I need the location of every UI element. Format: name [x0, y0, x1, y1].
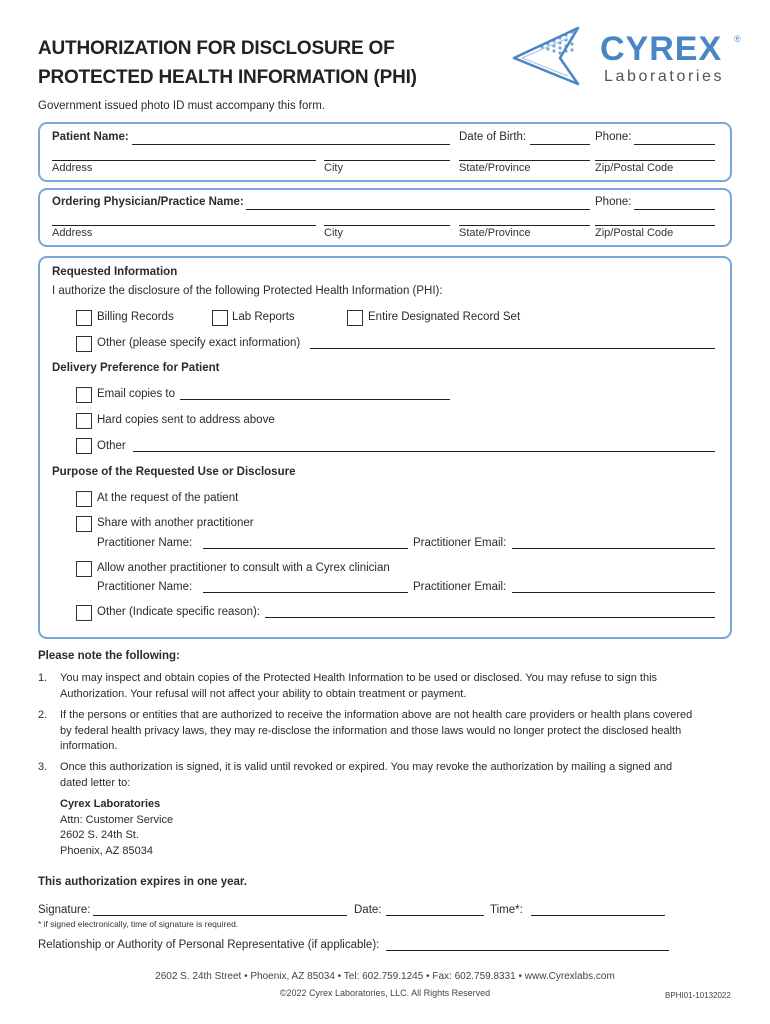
- mailing-address: [60, 797, 173, 859]
- expiry-notice: This authorization expires in one year.: [38, 876, 247, 888]
- email-copies-checkbox[interactable]: [76, 387, 92, 403]
- patient-zip-caption: Zip/Postal Code: [595, 162, 674, 174]
- email-copies-field[interactable]: [180, 399, 450, 400]
- patient-city-caption: City: [324, 162, 343, 174]
- purpose-other-field[interactable]: [265, 617, 715, 618]
- purpose-other-label: Other (Indicate specific reason):: [97, 606, 260, 618]
- title-line-1: AUTHORIZATION FOR DISCLOSURE OF: [38, 38, 395, 59]
- physician-phone-field[interactable]: [634, 209, 715, 210]
- note-2-number: 2.: [38, 709, 48, 721]
- title-line-2: PROTECTED HEALTH INFORMATION (PHI): [38, 67, 417, 88]
- patient-address-caption: Address: [52, 162, 93, 174]
- note-1-number: 1.: [38, 672, 48, 684]
- cyrex-logo: [508, 22, 748, 92]
- time-footnote: * if signed electronically, time of signature is required.: [38, 919, 239, 929]
- patient-request-checkbox[interactable]: [76, 491, 92, 507]
- requested-info-heading: Requested Information: [52, 266, 178, 278]
- dob-field[interactable]: [530, 144, 590, 145]
- note-3-number: 3.: [38, 761, 48, 773]
- form-title: [38, 34, 417, 92]
- dob-label: Date of Birth:: [459, 131, 527, 143]
- note-3-line-2: dated letter to:: [60, 776, 131, 789]
- share-practitioner-email-label: Practitioner Email:: [413, 537, 507, 549]
- billing-records-checkbox[interactable]: [76, 310, 92, 326]
- patient-city-field[interactable]: [324, 160, 450, 161]
- mailing-address-name: Cyrex Laboratories: [60, 798, 161, 810]
- authorization-intro: I authorize the disclosure of the following Protected Health Information (PHI):: [52, 285, 443, 297]
- patient-state-field[interactable]: [459, 160, 590, 161]
- consult-practitioner-email-field[interactable]: [512, 592, 715, 593]
- hard-copies-checkbox[interactable]: [76, 413, 92, 429]
- patient-zip-field[interactable]: [595, 160, 715, 161]
- date-label: Date:: [354, 904, 382, 916]
- patient-request-label: At the request of the patient: [97, 492, 239, 504]
- share-practitioner-email-field[interactable]: [512, 548, 715, 549]
- note-2: [60, 708, 692, 755]
- physician-phone-label: Phone:: [595, 196, 632, 208]
- purpose-other-checkbox[interactable]: [76, 605, 92, 621]
- physician-name-field[interactable]: [246, 209, 590, 210]
- note-2-line-3: information.: [60, 740, 118, 752]
- consult-practitioner-name-label: Practitioner Name:: [97, 581, 193, 593]
- date-field[interactable]: [386, 915, 484, 916]
- relationship-field[interactable]: [386, 950, 669, 951]
- mailing-address-street: 2602 S. 24th St.: [60, 829, 139, 841]
- physician-name-label: Ordering Physician/Practice Name:: [52, 196, 244, 208]
- note-2-line-1: If the persons or entities that are authorized to receive the information above are not health care providers or health plans covered: [60, 709, 693, 721]
- share-practitioner-name-field[interactable]: [203, 548, 408, 549]
- note-2-line-2: by federal health privacy laws, they may re-disclose the information and those laws would no longer protect the disclosed health: [60, 724, 682, 737]
- physician-zip-caption: Zip/Postal Code: [595, 227, 674, 239]
- physician-zip-field[interactable]: [595, 225, 715, 226]
- billing-records-label: Billing Records: [97, 311, 174, 323]
- allow-consult-label: Allow another practitioner to consult with a Cyrex clinician: [97, 562, 390, 574]
- note-3-line-1: Once this authorization is signed, it is valid until revoked or expired. You may revoke the authorization by mailing a signed and: [60, 761, 673, 773]
- delivery-other-checkbox[interactable]: [76, 438, 92, 454]
- patient-name-label: Patient Name:: [52, 131, 129, 143]
- note-1-line-2: Authorization. Your refusal will not affect your ability to obtain treatment or payment.: [60, 687, 467, 700]
- patient-phone-field[interactable]: [634, 144, 715, 145]
- mailing-address-city: Phoenix, AZ 85034: [60, 844, 153, 857]
- patient-name-field[interactable]: [132, 144, 450, 145]
- note-3: [60, 760, 672, 791]
- share-practitioner-checkbox[interactable]: [76, 516, 92, 532]
- form-code: BPHI01-10132022: [665, 991, 731, 1000]
- mailing-address-attn: Attn: Customer Service: [60, 813, 174, 826]
- physician-city-field[interactable]: [324, 225, 450, 226]
- patient-address-field[interactable]: [52, 160, 316, 161]
- consult-practitioner-name-field[interactable]: [203, 592, 408, 593]
- footer-contact: 2602 S. 24th Street • Phoenix, AZ 85034 • Tel: 602.759.1245 • Fax: 602.759.8331 • www.Cyrexlabs.com: [155, 971, 615, 982]
- physician-address-caption: Address: [52, 227, 93, 239]
- email-copies-label: Email copies to: [97, 388, 175, 400]
- requested-other-checkbox[interactable]: [76, 336, 92, 352]
- signature-label: Signature:: [38, 904, 91, 916]
- note-1-line-1: You may inspect and obtain copies of the Protected Health Information to be used or disclosed. You may refuse to sign this: [60, 672, 658, 684]
- time-field[interactable]: [531, 915, 665, 916]
- relationship-label: Relationship or Authority of Personal Representative (if applicable):: [38, 939, 380, 951]
- patient-state-caption: State/Province: [459, 162, 531, 174]
- physician-state-caption: State/Province: [459, 227, 531, 239]
- logo-wordmark: CYREX: [600, 30, 723, 68]
- physician-city-caption: City: [324, 227, 343, 239]
- lab-reports-label: Lab Reports: [232, 311, 295, 323]
- share-practitioner-name-label: Practitioner Name:: [97, 537, 193, 549]
- requested-other-field[interactable]: [310, 348, 715, 349]
- share-practitioner-label: Share with another practitioner: [97, 517, 254, 529]
- notes-heading: Please note the following:: [38, 650, 180, 662]
- signature-field[interactable]: [93, 915, 347, 916]
- entire-record-set-checkbox[interactable]: [347, 310, 363, 326]
- delivery-heading: Delivery Preference for Patient: [52, 362, 220, 374]
- physician-address-field[interactable]: [52, 225, 316, 226]
- delivery-other-field[interactable]: [133, 451, 715, 452]
- id-requirement-note: Government issued photo ID must accompany this form.: [38, 100, 325, 112]
- delivery-other-label: Other: [97, 440, 126, 452]
- lab-reports-checkbox[interactable]: [212, 310, 228, 326]
- physician-state-field[interactable]: [459, 225, 590, 226]
- allow-consult-checkbox[interactable]: [76, 561, 92, 577]
- hard-copies-label: Hard copies sent to address above: [97, 414, 275, 426]
- registered-mark: ®: [734, 34, 741, 44]
- requested-other-label: Other (please specify exact information): [97, 337, 301, 349]
- time-label: Time*:: [490, 904, 523, 916]
- logo-subtitle: Laboratories: [604, 68, 725, 85]
- entire-record-set-label: Entire Designated Record Set: [368, 311, 521, 323]
- patient-phone-label: Phone:: [595, 131, 632, 143]
- purpose-heading: Purpose of the Requested Use or Disclosure: [52, 466, 296, 478]
- note-1: [60, 671, 657, 702]
- consult-practitioner-email-label: Practitioner Email:: [413, 581, 507, 593]
- footer-copyright: ©2022 Cyrex Laboratories, LLC. All Rights Reserved: [279, 988, 491, 998]
